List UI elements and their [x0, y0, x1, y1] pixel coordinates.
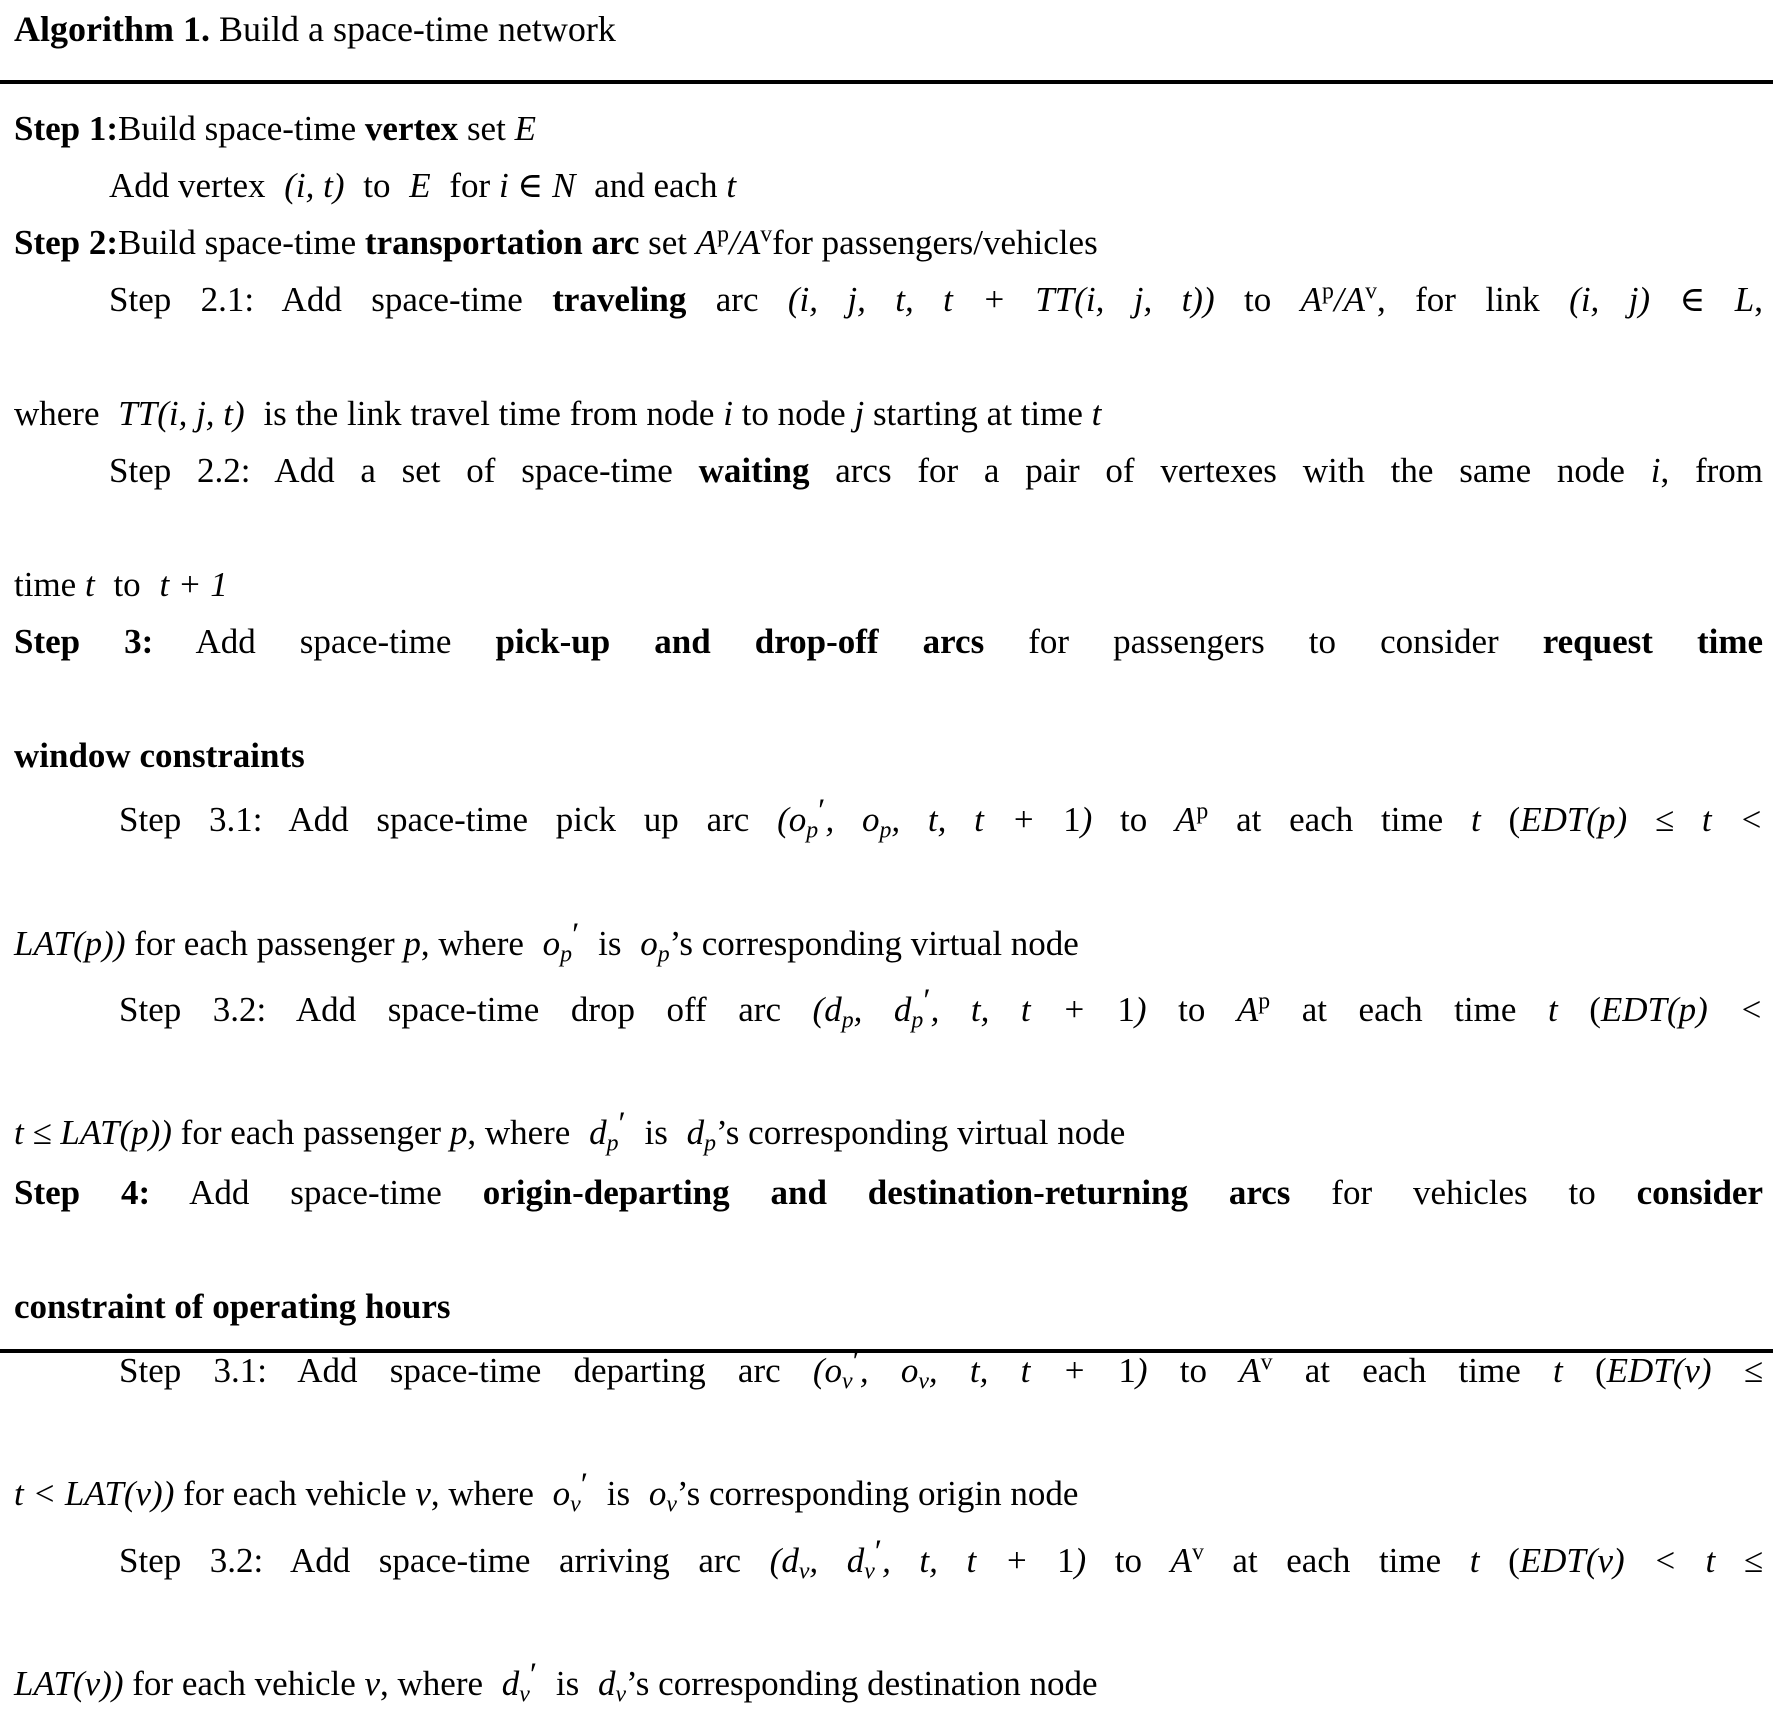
step-2-symbol-A1: A: [695, 222, 718, 262]
step-3-2-cont-t3: is: [635, 1113, 677, 1153]
step-3-1-cont-t3: is: [589, 923, 631, 963]
step-2-1-cont-m1: TT(i, j, t): [118, 393, 245, 433]
step-3-2-cont-m1: t ≤ LAT(p)): [14, 1113, 172, 1153]
step-4-2-m4: EDT(v) < t ≤: [1519, 1540, 1764, 1580]
step-4-1-cont-m2: v: [415, 1474, 431, 1514]
step-4-1-t4: (: [1562, 1350, 1607, 1390]
step-2-1-m3: (i, j) ∈ L: [1569, 279, 1755, 319]
step-2-1-cont-m4: t: [1091, 393, 1102, 433]
step-1-sub-t4: and each: [585, 165, 727, 205]
step-2-2-m1: i: [1650, 450, 1661, 490]
step-3-bold-b: request time: [1542, 622, 1764, 662]
step-3-1-m3: t: [1471, 800, 1481, 840]
step-4-2-cont-t3: is: [547, 1664, 588, 1704]
step-4-2-t2: to: [1086, 1540, 1171, 1580]
step-3-1-cont-t4: ’s corresponding virtual node: [669, 923, 1079, 963]
step-2-2-t2: arcs for a pair of vertexes with the same node: [809, 450, 1651, 490]
step-4-1-t2: to: [1147, 1350, 1240, 1390]
step-3-2-label: Step 3.2:: [119, 989, 267, 1029]
algorithm-label: Algorithm 1.: [14, 9, 210, 49]
step-4-t2: for vehicles to: [1290, 1172, 1637, 1212]
step-2-1-label: Step 2.1:: [109, 279, 255, 319]
step-2-2-t3: , from: [1660, 450, 1763, 490]
step-2-1-cont: [14, 385, 1763, 442]
step-2-2-cont-m2: t + 1: [159, 564, 228, 604]
step-3-1-paragraph: Step 3.1: Add space-time pick up arc ($o_p'$, $o_p$, t, t + 1) to $A^p$ at each time t (EDT(p) ≤ t <: [119, 792, 1764, 844]
step-2-heading: Step 2:Build space-time transportation arc set $A^p/A^vfor$ passengers/vehicles: [14, 221, 1098, 262]
step-2-2-cont-m1: t: [84, 564, 95, 604]
step-3-1-cont-t1: for each passenger: [125, 923, 404, 963]
step-4-bold-b: consider: [1636, 1172, 1763, 1212]
step-4-1-label: Step 3.1:: [119, 1350, 267, 1390]
step-3-bold-c: window constraints: [14, 736, 305, 776]
step-2-1-t1: Add space-time: [254, 279, 553, 319]
step-2-text-a: Build space-time: [118, 222, 365, 262]
step-3-1-t1: Add space-time pick up arc: [262, 800, 778, 840]
step-3-2-cont-t4: ’s corresponding virtual node: [716, 1113, 1126, 1153]
step-3-1-t3: at each time: [1208, 800, 1472, 840]
step-4-2-cont-t1: for each vehicle: [123, 1664, 365, 1704]
step-3-2-paragraph: Step 3.2: Add space-time drop off arc ($d_p$, $d_p'$, t, t + 1) to $A^p$ at each time t (EDT(p) <: [119, 982, 1764, 1034]
step-4-2-cont: LAT(v)) for each vehicle v, where $d_v'$ is $d_v’s$ corresponding destination node: [14, 1656, 1098, 1708]
step-2-sup-v: v: [760, 221, 773, 248]
step-2-1-t3: to: [1214, 279, 1301, 319]
step-4-2-cont-t2: , where: [380, 1664, 492, 1704]
step-4-2-label: Step 3.2:: [119, 1540, 264, 1580]
step-2-2-bold-word: waiting: [698, 450, 810, 490]
step-3-2-cont: t ≤ LAT(p)) for each passenger p, where $d_p'$ is $d_p’s$ corresponding virtual node: [14, 1105, 1126, 1158]
bottom-divider: [0, 1349, 1773, 1353]
step-2-2-cont: [14, 556, 1763, 613]
step-2-1-paragraph: Step 2.1: Add space-time traveling arc (i, j, t, t + TT(i, j, t)) to $A^p/A^v$, for link (i, j) ∈ L,: [109, 278, 1763, 319]
step-4-1-cont: t < LAT(v)) for each vehicle v, where $o_v'$ is $o_v’s$ corresponding origin node: [14, 1466, 1079, 1519]
step-4-1-t1: Add space-time departing arc: [266, 1350, 813, 1390]
step-1-sub-m3: i ∈ N: [498, 165, 576, 205]
step-4-1-cont-m1: t < LAT(v)): [14, 1474, 175, 1514]
step-4-2-cont-m1: LAT(v)): [14, 1664, 124, 1704]
step-4-t1: Add space-time: [150, 1172, 483, 1212]
step-1-sub-m1: (i, t): [284, 165, 345, 205]
step-4-2-cont-m2: v: [364, 1664, 381, 1704]
step-4-1-t3: at each time: [1272, 1350, 1553, 1390]
step-3-2-m4: EDT(p) <: [1600, 989, 1764, 1029]
step-2-1-A2: A: [1343, 279, 1366, 319]
step-3-t2: for passengers to consider: [984, 622, 1543, 662]
step-4-1-paragraph: Step 3.1: Add space-time departing arc ($o_v'$, $o_v$, t, t + 1) to $A^v$ at each time t (EDT(v) ≤: [119, 1343, 1764, 1395]
step-1-text-b: set: [458, 108, 515, 148]
step-3-2-t2: to: [1146, 989, 1237, 1029]
step-2-1-t2: arc: [686, 279, 788, 319]
step-1-bold-word: vertex: [364, 108, 459, 148]
step-2-2-label: Step 2.2:: [109, 450, 251, 490]
step-4-bold-c: constraint of operating hours: [14, 1286, 451, 1326]
step-3-1-cont-m2: p: [403, 923, 421, 963]
step-2-1-m1: (i, j, t, t + TT(i, j, t)): [787, 279, 1215, 319]
step-4-heading-cont: [14, 1278, 1763, 1335]
step-3-2-t3: at each time: [1270, 989, 1548, 1029]
step-3-heading-cont: [14, 727, 1763, 784]
step-4-bold-a: origin-departing and destination-returning arcs: [482, 1172, 1291, 1212]
step-1-sub-m4: t: [726, 165, 737, 205]
step-1-text-a: Build space-time: [118, 108, 365, 148]
step-4-1-cont-t4: ’s corresponding origin node: [676, 1474, 1079, 1514]
step-2-1-cont-t3: to node: [732, 393, 855, 433]
step-2-1-cont-t4: starting at time: [864, 393, 1092, 433]
step-1-sub-t3: for: [440, 165, 499, 205]
step-4-label: Step 4:: [14, 1172, 151, 1212]
step-2-text-c: for passengers/vehicles: [772, 222, 1098, 262]
step-1-heading: [14, 100, 1763, 157]
step-2-1-cont-t2: is the link travel time from node: [254, 393, 724, 433]
step-2-1-bold-word: traveling: [552, 279, 687, 319]
step-2-sup-p: p: [717, 221, 730, 248]
step-3-t1: Add space-time: [153, 622, 496, 662]
step-3-1-label: Step 3.1:: [119, 800, 263, 840]
step-2-bold-word: transportation arc: [364, 222, 640, 262]
step-3-2-t4: (: [1557, 989, 1601, 1029]
step-4-2-m3: t: [1469, 1540, 1480, 1580]
step-3-label: Step 3:: [14, 622, 154, 662]
step-3-heading: [14, 613, 1763, 727]
step-3-1-t4: (: [1480, 800, 1521, 840]
step-2-1-t4: , for link: [1376, 279, 1570, 319]
step-2-1-cont-m3: j: [854, 393, 865, 433]
step-2-1-cont-t1: where: [14, 393, 109, 433]
algorithm-title: [0, 0, 1773, 50]
step-2-symbol-A2: A: [738, 222, 761, 262]
step-4-2-t4: (: [1479, 1540, 1520, 1580]
step-1-sub-line: [14, 157, 1763, 214]
step-3-1-cont: LAT(p)) for each passenger p, where $o_p'$ is $o_p’s$ corresponding virtual node: [14, 915, 1079, 968]
step-4-1-cont-t3: is: [597, 1474, 639, 1514]
step-3-2-cont-m2: p: [449, 1113, 468, 1153]
step-2-label: Step 2:: [14, 222, 119, 262]
step-4-heading: [14, 1164, 1763, 1278]
step-3-1-cont-m1: LAT(p)): [14, 923, 126, 963]
step-2-1-cont-m2: i: [723, 393, 733, 433]
step-3-2-cont-t1: for each passenger: [171, 1113, 450, 1153]
step-1-symbol: E: [514, 108, 536, 148]
step-1-sub-t1: Add vertex: [109, 165, 275, 205]
step-4-2-t1: Add space-time arriving arc: [263, 1540, 770, 1580]
step-3-2-cont-t2: , where: [467, 1113, 580, 1153]
step-3-1-t2: to: [1092, 800, 1176, 840]
algorithm-title-text: Build a space-time network: [218, 9, 616, 49]
step-3-2-t1: Add space-time drop off arc: [266, 989, 813, 1029]
step-1-label: Step 1:: [14, 108, 119, 148]
step-4-1-cont-t2: , where: [430, 1474, 543, 1514]
step-4-1-m4: EDT(v) ≤: [1606, 1350, 1764, 1390]
step-2-1-t5: ,: [1754, 279, 1763, 319]
step-4-2-t3: at each time: [1203, 1540, 1470, 1580]
step-3-2-m3: t: [1547, 989, 1558, 1029]
step-4-1-m3: t: [1552, 1350, 1563, 1390]
step-3-1-m4: EDT(p) ≤ t <: [1520, 800, 1764, 840]
algorithm-body: [0, 84, 1773, 1715]
step-2-2-t1: Add a set of space-time: [250, 450, 699, 490]
step-4-2-cont-t4: ’s corresponding destination node: [626, 1664, 1098, 1704]
step-4-1-cont-t1: for each vehicle: [174, 1474, 416, 1514]
step-2-1-A1: A: [1300, 279, 1323, 319]
step-4-2-paragraph: Step 3.2: Add space-time arriving arc ($d_v$, $d_v'$, t, t + 1) to $A^v$ at each time t (EDT(v) < t ≤: [119, 1532, 1764, 1585]
step-1-sub-t2: to: [354, 165, 400, 205]
step-3-1-cont-t2: , where: [420, 923, 533, 963]
step-2-2-paragraph: [14, 442, 1763, 556]
step-2-2-cont-t2: to: [104, 564, 150, 604]
step-3-bold-a: pick-up and drop-off arcs: [495, 622, 985, 662]
step-1-sub-m2: E: [409, 165, 431, 205]
step-2-2-cont-t1: time: [14, 564, 85, 604]
step-2-text-b: set: [639, 222, 696, 262]
